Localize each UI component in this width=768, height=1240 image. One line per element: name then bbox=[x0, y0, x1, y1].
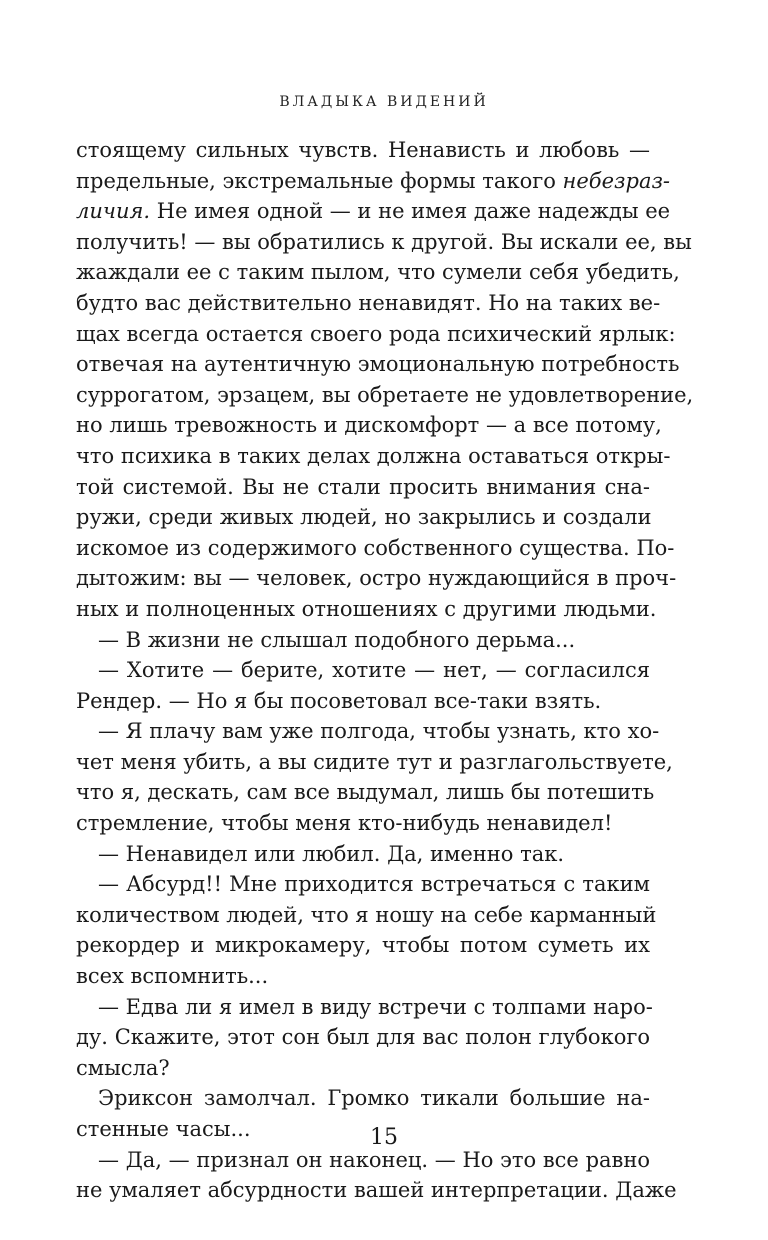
text-line bbox=[76, 166, 671, 197]
text-line bbox=[76, 441, 671, 472]
text-line bbox=[76, 1053, 650, 1084]
line-text: всех вспомнить... bbox=[76, 964, 269, 989]
line-text: количеством людей, что я ношу на себе карманный bbox=[76, 902, 657, 927]
text-line bbox=[76, 930, 650, 961]
text-line bbox=[76, 410, 662, 441]
text-line bbox=[76, 472, 650, 503]
line-text: что я, дескать, сам все выдумал, лишь бы потешить bbox=[76, 780, 655, 805]
line-text: Рендер. — Но я бы посоветовал все-таки взять. bbox=[76, 688, 602, 713]
text-line bbox=[76, 380, 694, 411]
page-number: 15 bbox=[370, 1125, 398, 1150]
text-line bbox=[76, 594, 657, 625]
text-line bbox=[76, 808, 650, 839]
line-text: дытожим: вы — человек, остро нуждающийся в проч- bbox=[76, 566, 677, 591]
line-text: Эриксон замолчал. Громко тикали большие на- bbox=[98, 1086, 650, 1111]
line-text: — В жизни не слышал подобного дерьма... bbox=[98, 627, 576, 652]
line-text: но лишь тревожность и дискомфорт — а все потому, bbox=[76, 413, 662, 438]
text-line bbox=[76, 319, 676, 350]
line-text: той системой. Вы не стали просить внимания сна- bbox=[76, 474, 650, 499]
line-text: стоящему сильных чувств. Ненависть и любовь — bbox=[76, 138, 650, 162]
text-line bbox=[76, 716, 660, 747]
text-line bbox=[76, 227, 692, 258]
line-text: Не имея одной — и не имея даже надежды ее bbox=[150, 199, 671, 224]
line-text: чет меня убить, а вы сидите тут и разглагольствуете, bbox=[76, 749, 673, 774]
line-text: предельные, экстремальные формы такого bbox=[76, 168, 563, 193]
line-text: отвечая на аутентичную эмоциональную потребность bbox=[76, 352, 680, 377]
italic-text: небезраз- bbox=[562, 168, 671, 193]
text-line bbox=[76, 686, 650, 717]
body-text bbox=[76, 135, 694, 1206]
line-text: суррогатом, эрзацем, вы обретаете не удовлетворение, bbox=[76, 382, 694, 407]
line-text: — Абсурд!! Мне приходится встречаться с таким bbox=[98, 872, 650, 897]
line-text: будто вас действительно ненавидят. Но на таких ве- bbox=[76, 290, 661, 315]
text-line bbox=[76, 900, 657, 931]
line-text: стенные часы... bbox=[76, 1117, 251, 1141]
line-text: что психика в таких делах должна оставаться откры- bbox=[76, 443, 671, 468]
line-text: — Я плачу вам уже полгода, чтобы узнать, кто хо- bbox=[98, 719, 660, 744]
text-line bbox=[76, 747, 673, 778]
text-line bbox=[76, 257, 680, 288]
text-line bbox=[76, 563, 677, 594]
line-text: искомое из содержимого собственного существа. По- bbox=[76, 535, 675, 560]
line-text: — Ненавидел или любил. Да, именно так. bbox=[98, 841, 565, 866]
text-line bbox=[76, 288, 661, 319]
text-line bbox=[76, 502, 650, 533]
text-line bbox=[76, 533, 675, 564]
line-text: — Хотите — берите, хотите — нет, — согласился bbox=[98, 658, 650, 683]
line-text: щах всегда остается своего рода психический ярлык: bbox=[76, 321, 676, 346]
line-text: не умаляет абсурдности вашей интерпретации. Даже bbox=[76, 1178, 677, 1203]
text-line bbox=[76, 839, 650, 870]
line-text: жаждали ее с таким пылом, что сумели себя убедить, bbox=[76, 260, 680, 285]
text-line bbox=[76, 992, 653, 1023]
text-line bbox=[76, 1083, 650, 1114]
text-line bbox=[76, 135, 650, 166]
line-text: — Едва ли я имел в виду встречи с толпами наро- bbox=[98, 994, 653, 1019]
line-text: стремление, чтобы меня кто-нибудь ненавидел! bbox=[76, 811, 613, 836]
line-text: ду. Скажите, этот сон был для вас полон глубокого bbox=[76, 1025, 650, 1050]
text-line bbox=[76, 961, 650, 992]
line-text: — Да, — признал он наконец. — Но это все равно bbox=[98, 1147, 650, 1172]
line-text: смысла? bbox=[76, 1055, 170, 1080]
italic-text: личия. bbox=[76, 199, 151, 224]
line-text: получить! — вы обратились к другой. Вы искали ее, вы bbox=[76, 229, 692, 254]
text-line bbox=[76, 655, 650, 686]
line-text: ных и полноценных отношениях с другими людьми. bbox=[76, 596, 657, 621]
line-text: рекордер и микрокамеру, чтобы потом суметь их bbox=[76, 933, 650, 958]
line-text: ружи, среди живых людей, но закрылись и создали bbox=[76, 505, 652, 530]
text-line bbox=[76, 196, 671, 227]
text-line bbox=[76, 1175, 677, 1206]
text-line bbox=[76, 349, 680, 380]
running-header: ВЛАДЫКА ВИДЕНИЙ bbox=[279, 94, 489, 110]
text-line bbox=[76, 869, 650, 900]
text-line bbox=[76, 777, 655, 808]
text-line bbox=[76, 1022, 650, 1053]
text-line bbox=[76, 625, 650, 656]
